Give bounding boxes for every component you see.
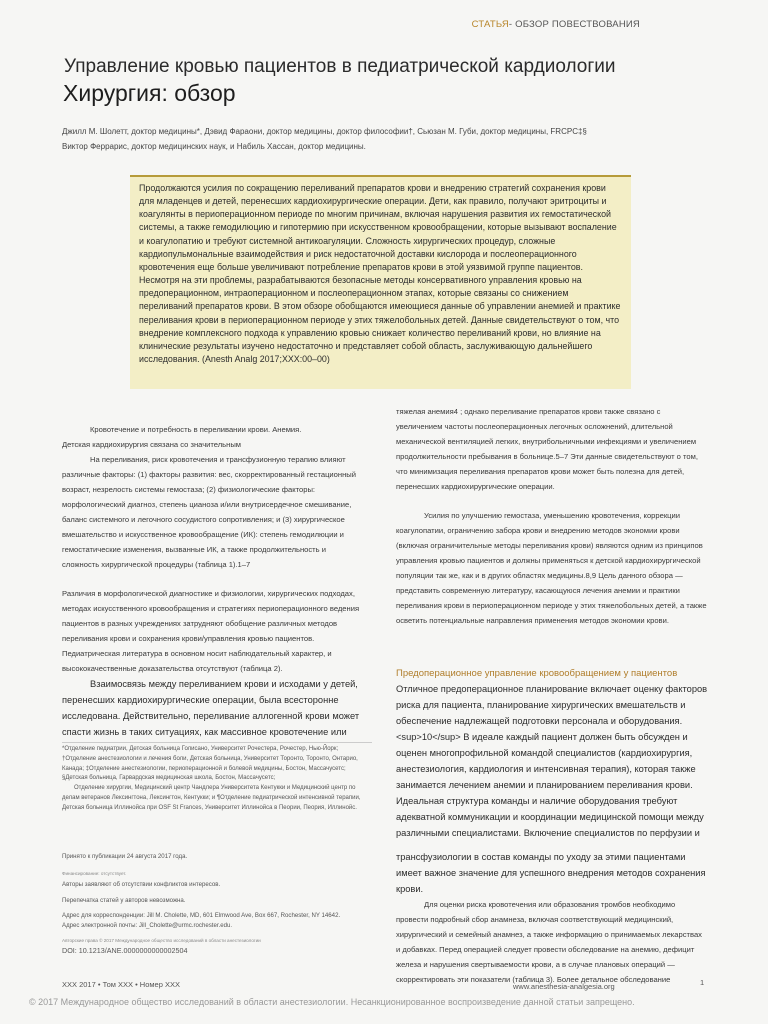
- correspondence-address: Адрес для корреспонденции: Jill M. Cholette, MD, 601 Elmwood Ave, Box 667, Rochester, NY 14642.: [62, 912, 341, 919]
- article-title-line2: Хирургия: обзор: [63, 80, 236, 106]
- article-title-line1: Управление кровью пациентов в педиатрической кардиологии: [64, 56, 616, 77]
- footnote-2: Отделение хирургии, Медицинский центр Чандлера Университета Кентукки и Медицинский центр по делам ветеранов Лексингтона, Лексингтон, Кентукки; и ¶Отделение педиатрической интенсивной терапии, Детская больница Иллинойса при OSF St Frances, Университет Иллинойса в Пеории, Пеория, Иллинойс.: [62, 785, 361, 811]
- left-paragraph-2: Различия в морфологической диагностике и физиологии, хирургических подходах, методах искусственного кровообращения и стратегиях периоперационного ведения пациентов в разных учреждениях затрудняют обобщение различных методов переливания крови и сохранения крови/управления кровью пациентов. Педиатрическая литература в основном носит наблюдательный характер, и высококачественные доказательства отсутствуют (таблица 2).: [62, 589, 360, 673]
- section-heading-preoperative: Предоперационное управление кровообращением у пациентов: [396, 668, 678, 679]
- article-category: [472, 19, 640, 30]
- copyright-society: Авторские права © 2017 Международное общество исследований в области анестезиологии: [62, 938, 261, 943]
- right-paragraph-1: тяжелая анемия4 ; однако переливание препаратов крови также связано с увеличением частоты послеоперационных легочных осложнений, длительной механической вентиляцией легких, внутрибольничными инфекциями и увеличением продолжительности пребывания в больнице.5–7 Эти данные свидетельствуют о том, что минимизация переливания препаратов крови может быть полезна для детей, перенесших кардиохирургические операции.: [396, 407, 698, 491]
- left-column: [62, 422, 362, 740]
- journal-issue: XXX 2017 • Том XXX • Номер XXX: [62, 980, 180, 989]
- reprints-note: Перепечатка статей у авторов невозможна.: [62, 897, 186, 904]
- conflicts-note: Авторы заявляют об отсутствии конфликтов интересов.: [62, 881, 221, 888]
- accepted-date: Принято к публикации 24 августа 2017 года.: [62, 853, 188, 860]
- category-label: СТАТЬЯ: [471, 19, 509, 30]
- right-paragraph-2: Усилия по улучшению гемостаза, уменьшению кровотечения, коррекции коагулопатии, ограничению забора крови и внедрению методов экономии крови (включая ограничительные методы переливания крови) являются одним из принципов управления кровью пациентов и должны применяться к детской кардиохирургической популяции так же, как и в других областях медицины.8,9 Цель данного обзора — представить современную литературу, касающуюся лечения анемии и практики переливания крови в периоперационном периоде у этих тяжелобольных детей, а также осветить потенциальные направления применения методов экономии крови.: [396, 511, 707, 625]
- page-number: 1: [700, 978, 705, 987]
- left-overlap-line: Детская кардиохирургия связана со значительным: [62, 440, 242, 449]
- right-column: [396, 404, 708, 987]
- left-paragraph-1: На переливания, риск кровотечения и трансфузионную терапию влияют различные факторы: (1) факторы развития: вес, скорректированный гестационный возраст, незрелость системы гемостаза; (2) физиологические факторы: морфологический диагноз, степень цианоза и/или внутрисердечное смешивание, баланс системного и легочного сосудистого сопротивления; и (3) хирургическое вмешательство и искусственное кровообращение (ИК): степень гемодилюции и гемостатические изменения, вызванные ИК, а также продолжительность и сложность хирургической процедуры (таблица 1).1–7: [62, 455, 356, 569]
- category-subtitle: - ОБЗОР ПОВЕСТВОВАНИЯ: [508, 19, 640, 30]
- copyright-notice: © 2017 Международное общество исследований в области анестезиологии. Несанкционированное воспроизведение данной статьи запрещено.: [29, 997, 635, 1007]
- authors-line1: Джилл М. Шолетт, доктор медицины*, Дэвид Фараони, доктор медицины, доктор философии†, Сьюзан М. Губи, доктор медицины, FRCPC‡§: [62, 127, 587, 136]
- affiliation-footnotes: [62, 742, 372, 814]
- right-paragraph-4: трансфузиологии в состав команды по уходу за этими пациентами имеет важное значение для успешного внедрения методов сохранения крови.: [396, 852, 706, 894]
- funding-note: Финансирование: отсутствует.: [62, 871, 127, 876]
- right-paragraph-3: Отличное предоперационное планирование включает оценку факторов риска для пациента, планирование хирургических вмешательств и обеспечение надлежащей подготовки персонала и оборудования.<sup>10</sup> В идеале каждый пациент должен быть обсужден и оценен многопрофильной командой специалистов (кардиохирургия, анестезиология, кардиология и интенсивная терапия), которая также занимается лечением анемии и планированием переливания крови. Идеальная структура команды и наличие оборудования требуют адекватной коммуникации и координации медицинской помощи между различными специалистами. Включение специалистов по перфузии и: [396, 684, 708, 838]
- left-section-heading: Кровотечение и потребность в переливании крови. Анемия.: [90, 425, 302, 434]
- abstract-box: Продолжаются усилия по сокращению переливаний препаратов крови и внедрению стратегий сохранения крови для младенцев и детей, перенесших кардиохирургические операции. Дети, как правило, получают эритроциты и коагулянты в периоперационном периоде по многим причинам, включая нарушения развития их гемостатической системы, а также гемодилюцию и гипотермию при искусственном кровообращении, которые вызывают воспаление и коагулопатию и требуют системной антикоагуляции. Сложность хирургических процедур, сложные кардиопульмональные взаимодействия и риск недостаточной доставки кислорода и послеоперационного кровотечения еще больше увеличивают потребление препаратов крови в этой уязвимой группе пациентов. Несмотря на эти проблемы, разрабатываются безопасные методы консервативного управления кровью на предоперационном, интраоперационном и послеоперационном этапах, которые связаны со снижением переливаний препаратов крови. В этом обзоре обобщаются имеющиеся данные об управлении анемией и практике переливания крови в периоперационном периоде у этих тяжелобольных детей. Данные свидетельствуют о том, что внедрение комплексного подхода к управлению кровью снижает количество переливаний крови, но влияние на клинические результаты изучено недостаточно и представляет собой область, заслуживающую дальнейшего исследования. (Anesth Analg 2017;XXX:00–00): [130, 175, 631, 389]
- right-paragraph-5: Для оценки риска кровотечения или образования тромбов необходимо провести подробный сбор анамнеза, включая соответствующий медицинский, хирургический и семейный анамнез, а также информацию о принимаемых лекарствах и добавках. Перед операцией следует провести обследование на анемию, дефицит железа и нарушения свертываемости крови, а в случае плановых операций — скорректировать эти показатели (таблица 3). Более детальное обследование: [396, 900, 702, 984]
- doi-link[interactable]: DOI: 10.1213/ANE.0000000000002504: [62, 946, 188, 955]
- left-paragraph-3: Взаимосвязь между переливанием крови и исходами у детей, перенесших кардиохирургические операции, была всесторонне исследована. Действительно, переливание аллогенной крови может спасти жизнь в таких ситуациях, как массивное кровотечение или: [62, 679, 360, 737]
- footnote-1: *Отделение педиатрии, Детская больница Голисано, Университет Рочестера, Рочестер, Нью-Йорк; †Отделение анестезиологии и лечения боли, Детская больница, Университет Торонто, Торонто, Онтарио, Канада; ‡Отделение анестезиологии, периоперационной и болевой медицины, Бостон, Массачусетс; §Детская больница, Гарвардская медицинская школа, Бостон, Массачусетс;: [62, 746, 358, 782]
- authors-line2: Виктор Феррарис, доктор медицинских наук, и Набиль Хассан, доктор медицины.: [62, 142, 366, 151]
- journal-website-link[interactable]: www.anesthesia-analgesia.org: [513, 982, 615, 991]
- email-link[interactable]: Адрес электронной почты: Jill_Cholette@urmc.rochester.edu.: [62, 922, 233, 929]
